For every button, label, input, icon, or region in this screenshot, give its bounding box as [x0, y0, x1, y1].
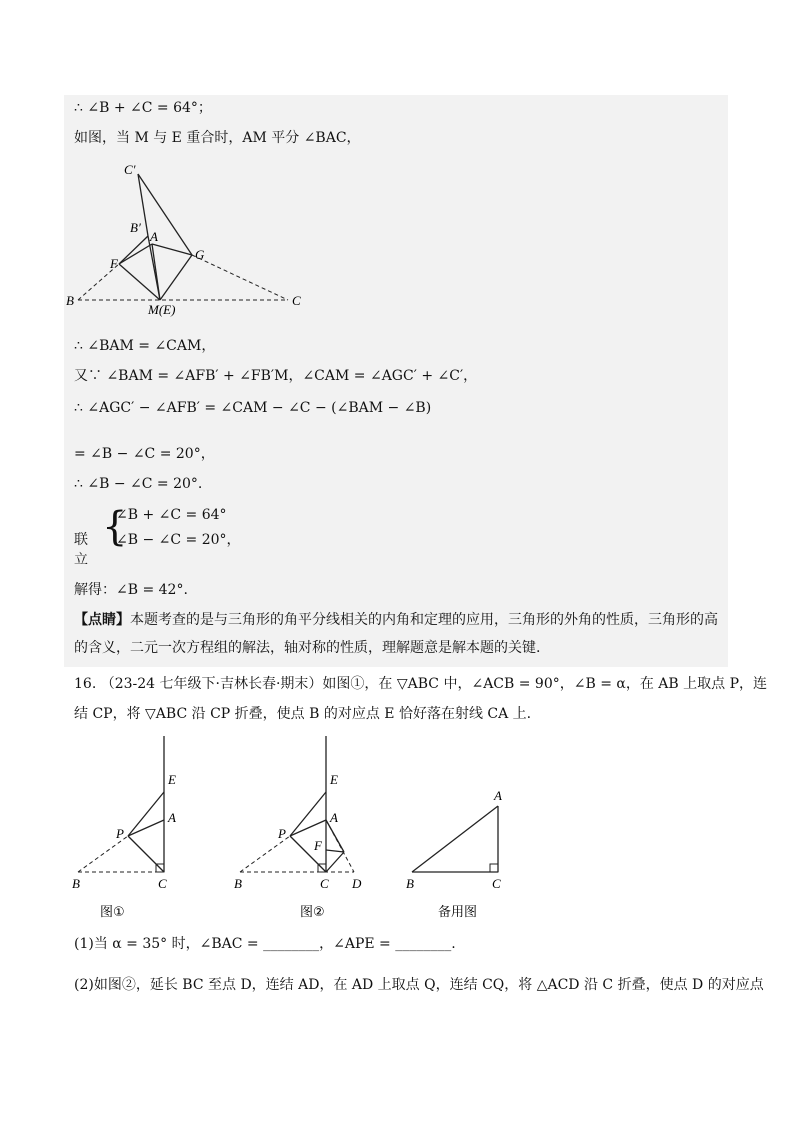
fig1-label-a: A	[168, 810, 176, 825]
solution-line-4: 又∵ ∠BAM = ∠AFB′ + ∠FB′M，∠CAM = ∠AGC′ + ∠C′，	[74, 368, 478, 384]
solution-line-5: ∴ ∠AGC′ − ∠AFB′ = ∠CAM − ∠C − (∠BAM − ∠B)	[74, 400, 432, 416]
problem16-line-1: 16. （23-24 七年级下·吉林长春·期末）如图①，在 ▽ABC 中，∠ACB = 90°，∠B = α，在 AB 上取点 P，连	[74, 676, 768, 692]
fig3-label-b: B	[406, 876, 414, 891]
question-2: (2)如图②，延长 BC 至点 D，连结 AD，在 AD 上取点 Q，连结 CQ，将 △ACD 沿 C 折叠，使点 D 的对应点	[74, 977, 764, 993]
fig2-label-a: A	[330, 810, 338, 825]
figure-backup	[400, 780, 530, 928]
fig2-label-e: E	[330, 772, 338, 787]
fig1-label-e: E	[168, 772, 176, 787]
system-eq-1: ∠B + ∠C = 64°	[116, 507, 227, 523]
figure-1	[64, 732, 194, 928]
fig3-label-a: A	[494, 788, 502, 803]
comment-tag: 【点睛】	[74, 612, 130, 628]
figure-2	[226, 732, 376, 928]
fig2-label-p: P	[278, 826, 286, 841]
comment-paragraph	[74, 606, 724, 662]
fig2-label-b: B	[234, 876, 242, 891]
label-m-e: M(E)	[148, 302, 176, 317]
label-b-prime: B′	[130, 220, 141, 235]
label-c-prime: C′	[124, 162, 136, 177]
system-eq-2: ∠B − ∠C = 20°，	[116, 532, 241, 548]
fig3-label-c: C	[492, 876, 501, 891]
problem16-line-2: 结 CP，将 ▽ABC 沿 CP 折叠，使点 B 的对应点 E 恰好落在射线 CA 上.	[74, 706, 532, 722]
label-f: F	[110, 256, 118, 271]
fig2-caption: 图②	[300, 905, 325, 920]
label-b: B	[66, 293, 74, 308]
fig3-caption: 备用图	[438, 905, 478, 920]
comment-text: 本题考查的是与三角形的角平分线相关的内角和定理的应用，三角形的外角的性质，三角形的高的含义，二元一次方程组的解法，轴对称的性质，理解题意是解本题的关键.	[74, 612, 718, 656]
solution-line-2: 如图，当 M 与 E 重合时，AM 平分 ∠BAC，	[74, 130, 361, 146]
solution-line-8: 解得：∠B = 42°.	[74, 582, 188, 598]
solution-line-7: ∴ ∠B − ∠C = 20°.	[74, 476, 203, 492]
label-g: G	[195, 247, 205, 262]
solution-line-1: ∴ ∠B + ∠C = 64°；	[74, 100, 212, 116]
fig2-label-f: F	[314, 838, 322, 853]
top-geometry-figure	[64, 160, 324, 320]
fig1-label-c: C	[158, 876, 167, 891]
fig2-label-c: C	[320, 876, 329, 891]
question-1: (1)当 α = 35° 时，∠BAC = ________，∠APE = ________.	[74, 936, 456, 952]
system-label: 联立	[74, 532, 88, 568]
system-brace: {	[102, 504, 128, 550]
fig2-label-d: D	[352, 876, 362, 891]
label-a: A	[150, 229, 158, 244]
fig1-label-b: B	[72, 876, 80, 891]
fig1-label-p: P	[116, 826, 124, 841]
label-c: C	[292, 293, 301, 308]
solution-line-6: = ∠B − ∠C = 20°，	[74, 446, 215, 462]
fig1-caption: 图①	[100, 905, 125, 920]
solution-line-3: ∴ ∠BAM = ∠CAM，	[74, 338, 216, 354]
